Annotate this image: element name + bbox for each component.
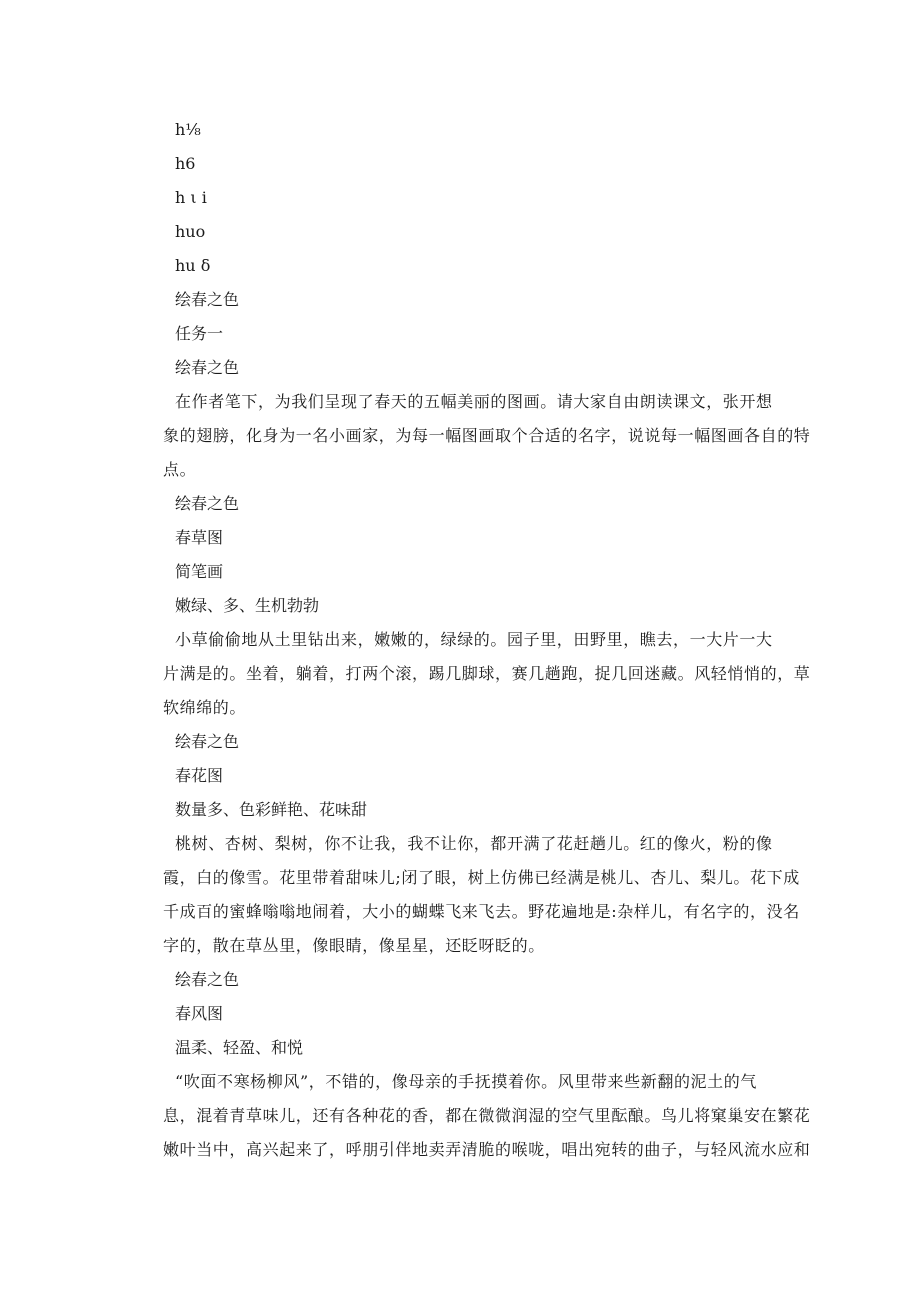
section-heading: 绘春之色 [175, 970, 240, 989]
pinyin-line-3: h ι i [175, 188, 207, 207]
document-content [163, 113, 811, 1167]
section-heading: 绘春之色 [175, 494, 240, 513]
paragraph-line: “吹面不寒杨柳风”，不错的，像母亲的手抚摸着你。风里带来些新翻的泥土的气 [175, 1072, 757, 1091]
section-heading: 绘春之色 [175, 290, 240, 309]
pinyin-line-5: hu δ [175, 256, 211, 275]
paragraph-line: 片满是的。坐着，躺着，打两个滚，踢几脚球，赛几趟跑，捉几回迷藏。风轻悄悄的，草 [163, 664, 811, 683]
picture-traits: 嫩绿、多、生机勃勃 [175, 596, 320, 615]
section-heading: 绘春之色 [175, 358, 240, 377]
picture-traits: 数量多、色彩鲜艳、花味甜 [175, 800, 368, 819]
picture-name: 春风图 [175, 1004, 224, 1023]
picture-traits: 温柔、轻盈、和悦 [175, 1038, 304, 1057]
paragraph-line: 在作者笔下，为我们呈现了春天的五幅美丽的图画。请大家自由朗读课文，张开想 [175, 392, 773, 411]
grass-paragraph [163, 623, 811, 725]
pinyin-line-2: h6 [175, 154, 196, 173]
paragraph-line: 小草偷偷地从土里钻出来，嫩嫩的，绿绿的。园子里，田野里，瞧去，一大片一大 [175, 630, 773, 649]
paragraph-line: 象的翅膀，化身为一名小画家，为每一幅图画取个合适的名字，说说每一幅图画各自的特 [163, 426, 811, 445]
paragraph-line: 霞，白的像雪。花里带着甜味儿;闭了眼，树上仿佛已经满是桃儿、杏儿、梨儿。花下成 [163, 868, 800, 887]
paragraph-line: 点。 [163, 460, 197, 479]
paragraph-line: 桃树、杏树、梨树，你不让我，我不让你，都开满了花赶趟儿。红的像火，粉的像 [175, 834, 773, 853]
task-paragraph [163, 385, 811, 487]
wind-paragraph [163, 1065, 811, 1167]
picture-style: 简笔画 [175, 562, 224, 581]
paragraph-line: 嫩叶当中，高兴起来了，呼朋引伴地卖弄清脆的喉咙，唱出宛转的曲子，与轻风流水应和 [163, 1140, 811, 1159]
paragraph-line: 软绵绵的。 [163, 698, 247, 717]
task-title: 任务一 [175, 324, 224, 343]
paragraph-line: 字的，散在草丛里，像眼睛，像星星，还眨呀眨的。 [163, 936, 545, 955]
section-heading: 绘春之色 [175, 732, 240, 751]
picture-name: 春草图 [175, 528, 224, 547]
paragraph-line: 千成百的蜜蜂嗡嗡地闹着，大小的蝴蝶飞来飞去。野花遍地是:杂样儿，有名字的，没名 [163, 902, 800, 921]
pinyin-line-4: huo [175, 222, 206, 241]
pinyin-line-1: h⅛ [175, 120, 201, 139]
paragraph-line: 息，混着青草味儿，还有各种花的香，都在微微润湿的空气里酝酿。鸟儿将窠巢安在繁花 [163, 1106, 811, 1125]
picture-name: 春花图 [175, 766, 224, 785]
flower-paragraph [163, 827, 800, 963]
